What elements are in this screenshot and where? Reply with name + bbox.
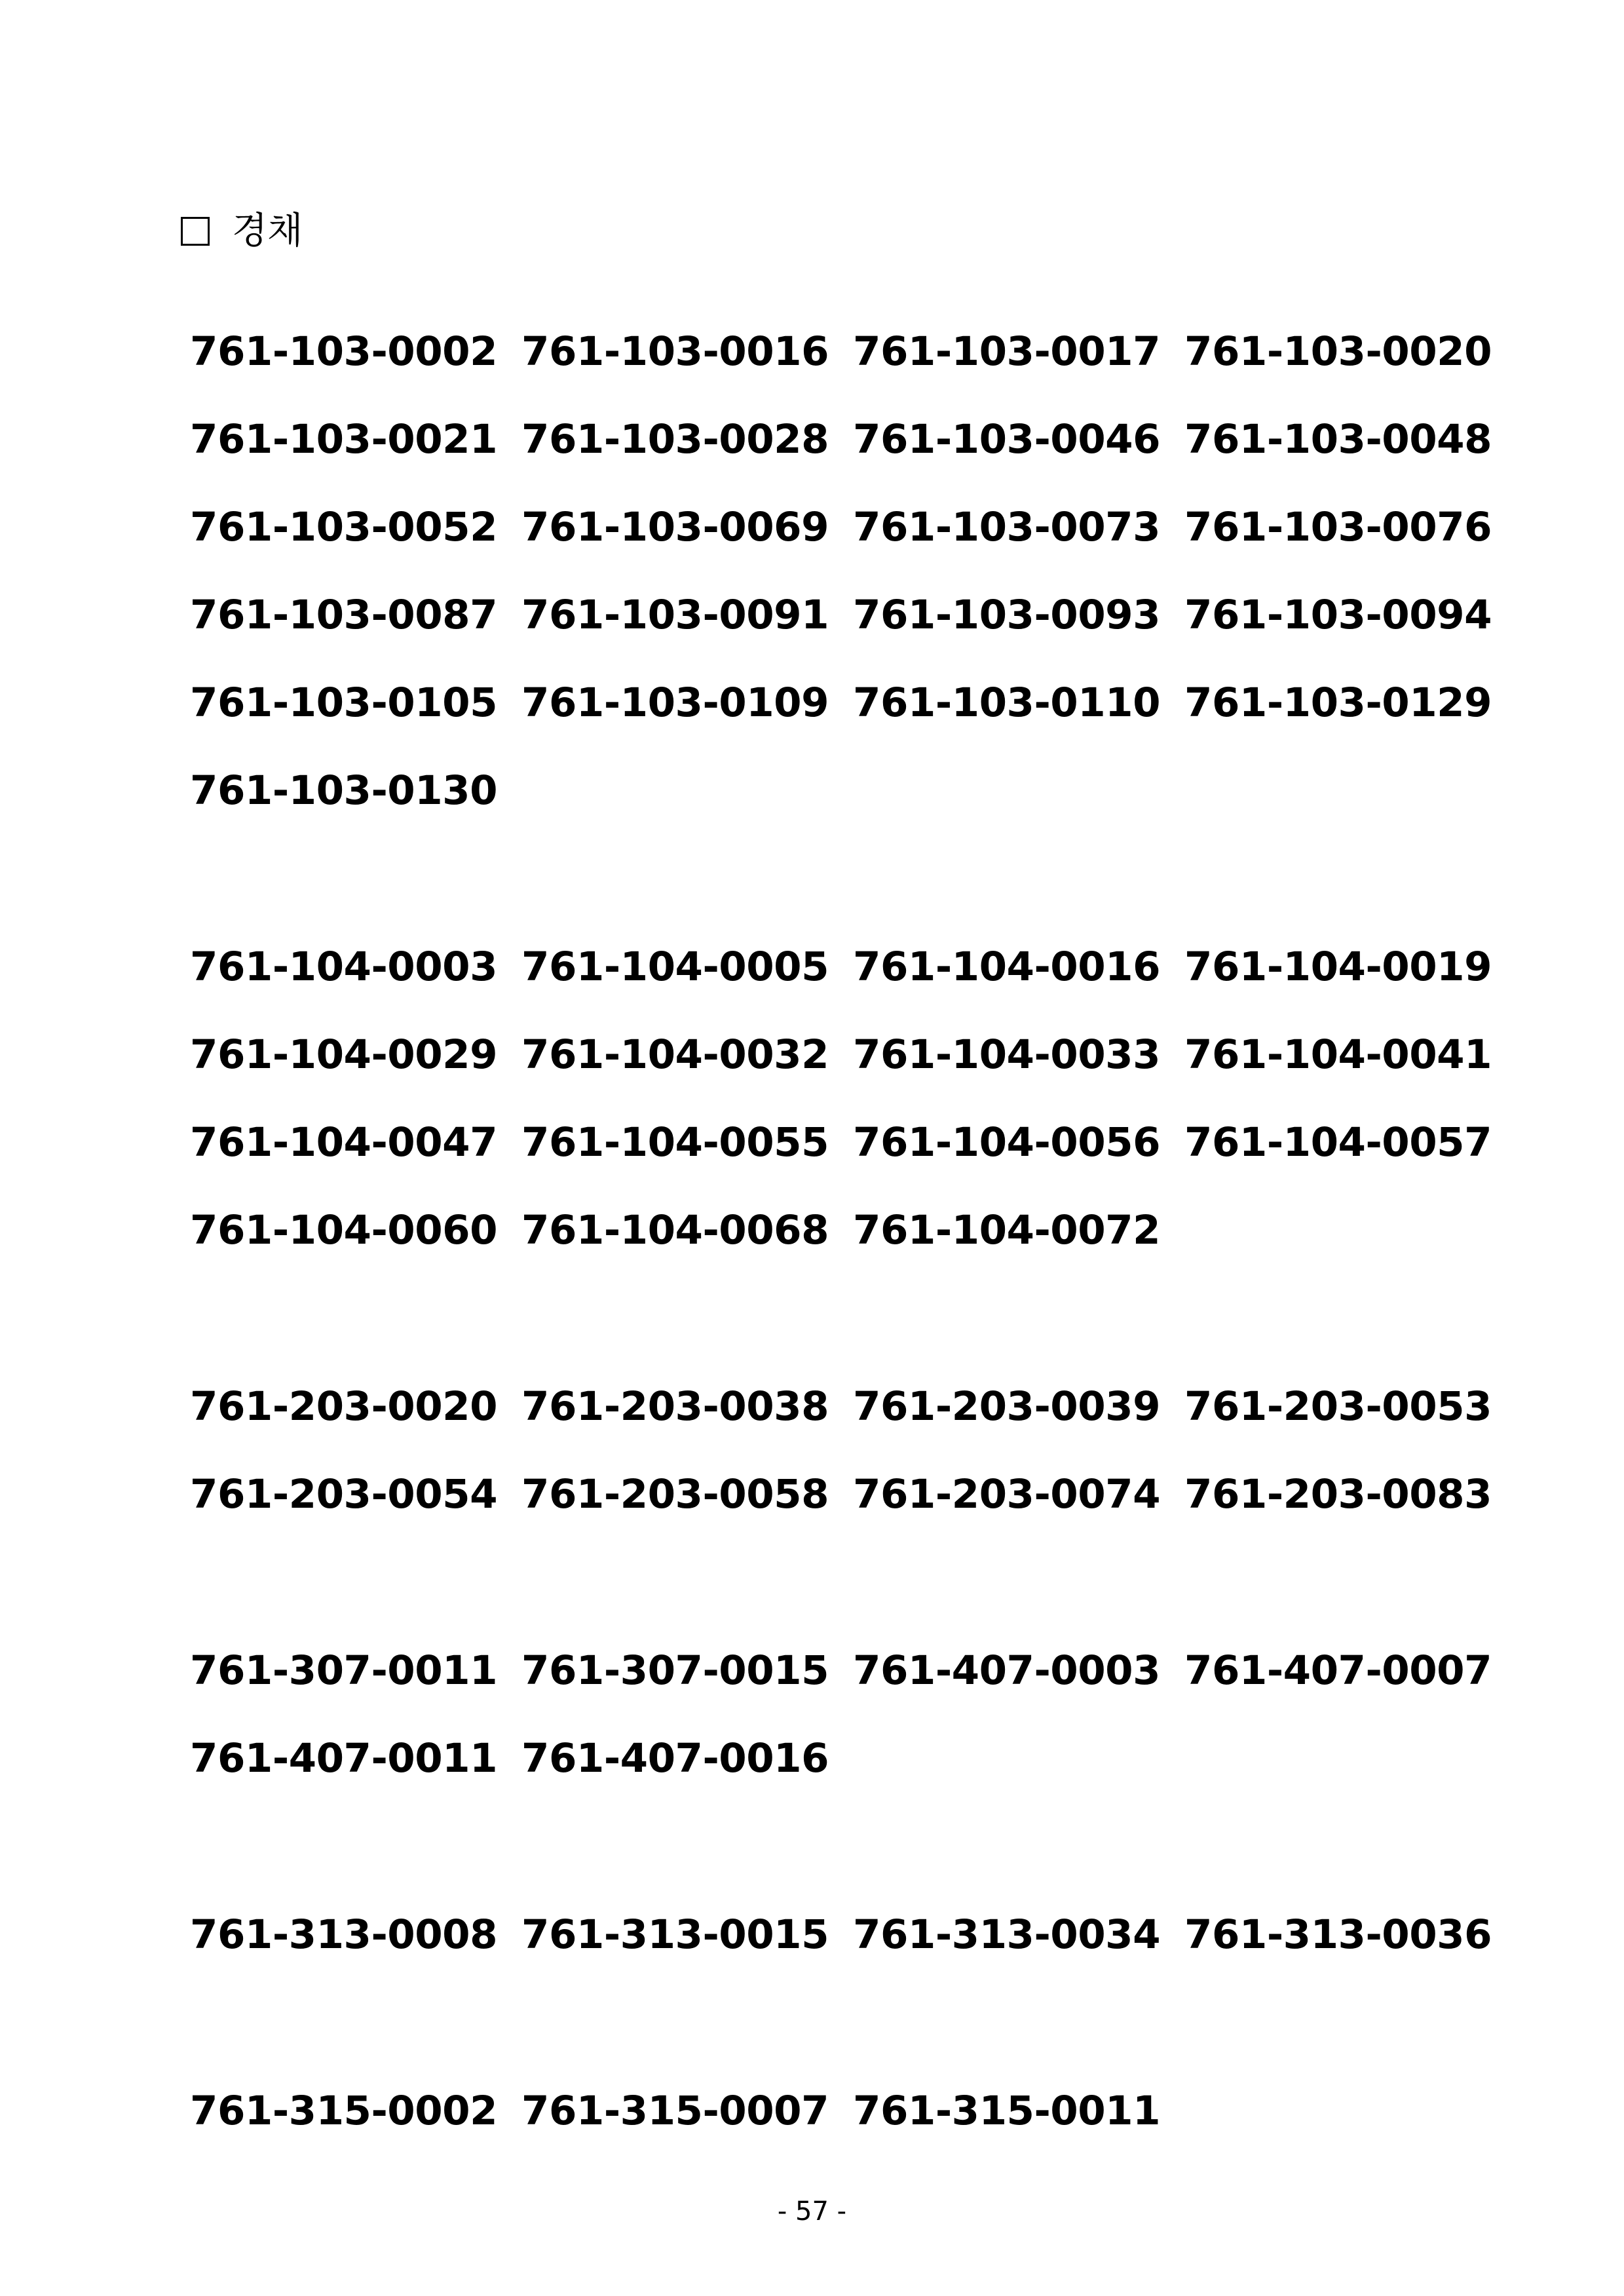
code-row bbox=[190, 1451, 1513, 1539]
checkbox-square-icon bbox=[181, 217, 210, 246]
code-item: 761-307-0011 bbox=[190, 1647, 498, 1694]
code-item: 761-103-0016 bbox=[521, 328, 829, 375]
code-row bbox=[190, 1891, 1513, 1979]
code-item: 761-203-0074 bbox=[853, 1471, 1161, 1518]
code-item: 761-313-0008 bbox=[190, 1911, 498, 1958]
code-item: 761-203-0020 bbox=[190, 1383, 498, 1430]
code-row bbox=[190, 1363, 1513, 1451]
code-row bbox=[190, 923, 1513, 1011]
code-group bbox=[190, 1627, 1513, 1803]
code-row bbox=[190, 571, 1513, 659]
code-item: 761-407-0016 bbox=[521, 1735, 829, 1782]
code-row bbox=[190, 2067, 1513, 2155]
code-item: 761-203-0039 bbox=[853, 1383, 1161, 1430]
code-item: 761-103-0073 bbox=[853, 504, 1161, 550]
code-item: 761-313-0015 bbox=[521, 1911, 829, 1958]
code-item: 761-103-0110 bbox=[853, 679, 1161, 726]
code-item: 761-104-0003 bbox=[190, 944, 498, 990]
code-row bbox=[190, 308, 1513, 396]
code-item: 761-104-0019 bbox=[1184, 944, 1492, 990]
code-item: 761-307-0015 bbox=[521, 1647, 829, 1694]
code-item: 761-104-0005 bbox=[521, 944, 829, 990]
code-row bbox=[190, 747, 1513, 835]
code-item: 761-104-0016 bbox=[853, 944, 1161, 990]
code-item: 761-103-0091 bbox=[521, 592, 829, 638]
code-item: 761-103-0130 bbox=[190, 767, 498, 814]
code-item: 761-103-0002 bbox=[190, 328, 498, 375]
code-item: 761-103-0017 bbox=[853, 328, 1161, 375]
code-item: 761-103-0105 bbox=[190, 679, 498, 726]
code-item: 761-103-0028 bbox=[521, 416, 829, 463]
code-group bbox=[190, 1891, 1513, 1979]
code-item: 761-104-0060 bbox=[190, 1207, 498, 1253]
code-row bbox=[190, 659, 1513, 747]
code-item: 761-315-0007 bbox=[521, 2088, 829, 2134]
code-item: 761-407-0003 bbox=[853, 1647, 1161, 1694]
page-number: - 57 - bbox=[777, 2196, 847, 2227]
code-row bbox=[190, 1627, 1513, 1715]
code-row bbox=[190, 1187, 1513, 1274]
code-item: 761-103-0076 bbox=[1184, 504, 1492, 550]
code-item: 761-103-0069 bbox=[521, 504, 829, 550]
code-group bbox=[190, 308, 1513, 835]
code-group bbox=[190, 1363, 1513, 1539]
code-item: 761-104-0029 bbox=[190, 1031, 498, 1078]
code-row bbox=[190, 1099, 1513, 1187]
code-row bbox=[190, 1715, 1513, 1803]
code-item: 761-103-0052 bbox=[190, 504, 498, 550]
code-item: 761-407-0007 bbox=[1184, 1647, 1492, 1694]
code-item: 761-203-0038 bbox=[521, 1383, 829, 1430]
code-item: 761-315-0002 bbox=[190, 2088, 498, 2134]
code-item: 761-103-0109 bbox=[521, 679, 829, 726]
code-item: 761-203-0054 bbox=[190, 1471, 498, 1518]
code-item: 761-103-0094 bbox=[1184, 592, 1492, 638]
code-list bbox=[190, 308, 1513, 2155]
code-item: 761-104-0056 bbox=[853, 1119, 1161, 1166]
code-item: 761-104-0072 bbox=[853, 1207, 1161, 1253]
code-row bbox=[190, 1011, 1513, 1099]
code-item: 761-313-0036 bbox=[1184, 1911, 1492, 1958]
code-item: 761-104-0033 bbox=[853, 1031, 1161, 1078]
code-item: 761-104-0068 bbox=[521, 1207, 829, 1253]
code-item: 761-104-0032 bbox=[521, 1031, 829, 1078]
code-item: 761-103-0087 bbox=[190, 592, 498, 638]
code-item: 761-103-0129 bbox=[1184, 679, 1492, 726]
code-item: 761-104-0057 bbox=[1184, 1119, 1492, 1166]
code-item: 761-103-0048 bbox=[1184, 416, 1492, 463]
code-item: 761-103-0046 bbox=[853, 416, 1161, 463]
code-item: 761-313-0034 bbox=[853, 1911, 1161, 1958]
code-item: 761-203-0058 bbox=[521, 1471, 829, 1518]
section-heading bbox=[181, 208, 303, 254]
code-row bbox=[190, 396, 1513, 484]
code-item: 761-104-0047 bbox=[190, 1119, 498, 1166]
code-item: 761-104-0041 bbox=[1184, 1031, 1492, 1078]
code-group bbox=[190, 2067, 1513, 2155]
code-row bbox=[190, 484, 1513, 571]
code-item: 761-103-0021 bbox=[190, 416, 498, 463]
code-group bbox=[190, 923, 1513, 1274]
code-item: 761-407-0011 bbox=[190, 1735, 498, 1782]
code-item: 761-104-0055 bbox=[521, 1119, 829, 1166]
code-item: 761-203-0053 bbox=[1184, 1383, 1492, 1430]
code-item: 761-203-0083 bbox=[1184, 1471, 1492, 1518]
section-title: 경채 bbox=[232, 210, 303, 252]
code-item: 761-103-0093 bbox=[853, 592, 1161, 638]
code-item: 761-315-0011 bbox=[853, 2088, 1161, 2134]
code-item: 761-103-0020 bbox=[1184, 328, 1492, 375]
